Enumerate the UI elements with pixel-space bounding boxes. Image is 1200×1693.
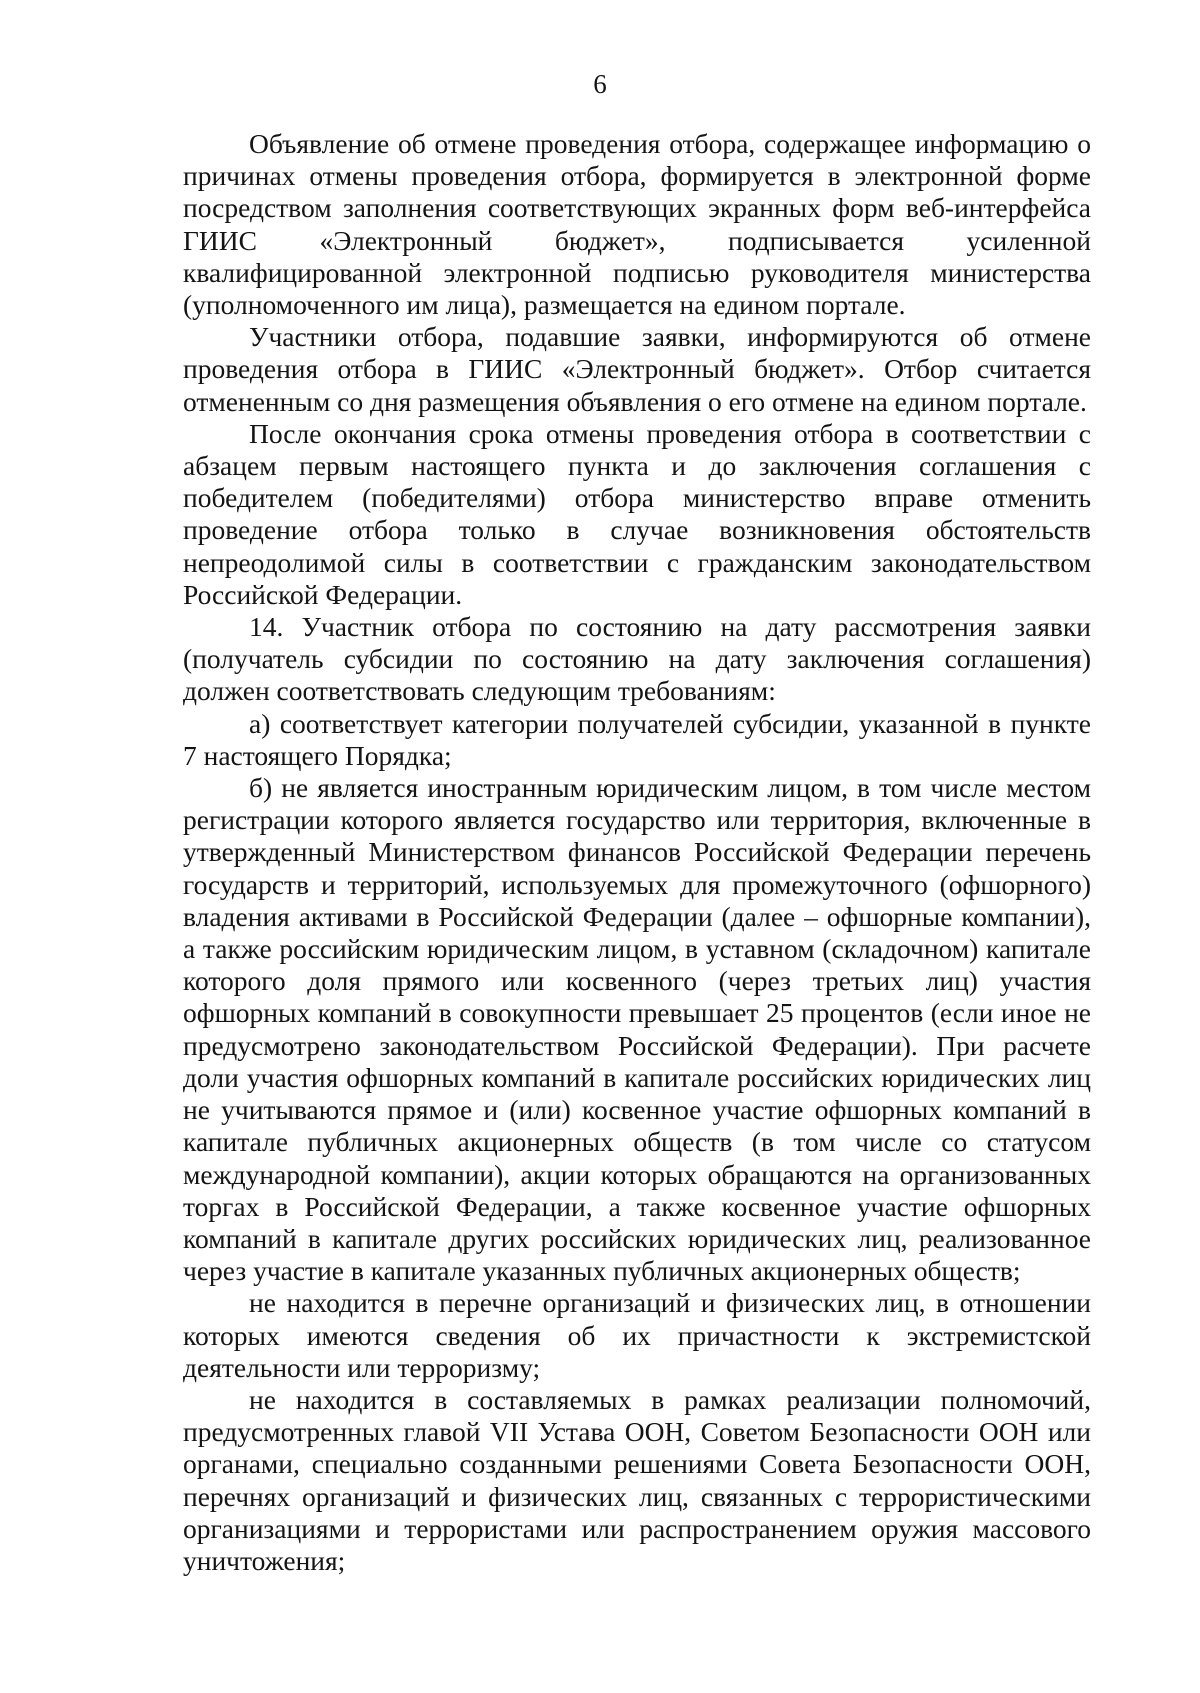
- page-number: 6: [593, 69, 607, 99]
- paragraph-item-b: б) не является иностранным юридическим лицом, в том числе местом регистрации которого является государство или территория, включенные в утвержденный Министерством финансов Российской Федерации перечень государств и территорий, используемых для промежуточного (офшорного) владения активами в Российской Федерации (далее – офшорные компании), а также российским юридическим лицом, в уставном (складочном) капитале которого доля прямого или косвенного (через третьих лиц) участия офшорных компаний в совокупности превышает 25 процентов (если иное не предусмотрено законодательством Российской Федерации). При расчете доли участия офшорных компаний в капитале российских юридических лиц не учитываются прямое и (или) косвенное участие офшорных компаний в капитале публичных акционерных обществ (в том числе со статусом международной компании), акции которых обращаются на организованных торгах в Российской Федерации, а также косвенное участие офшорных компаний в капитале других российских юридических лиц, реализованное через участие в капитале указанных публичных акционерных обществ;: [183, 772, 1091, 1287]
- paragraph-un-sanctions-list: не находится в составляемых в рамках реализации полномочий, предусмотренных главой VII Устава ООН, Советом Безопасности ООН или органами, специально созданными решениями Совета Безопасности ООН, перечнях организаций и физических лиц, связанных с террористическими организациями и террористами или распространением оружия массового уничтожения;: [183, 1383, 1091, 1576]
- paragraph-force-majeure: После окончания срока отмены проведения отбора в соответствии с абзацем первым настоящего пункта и до заключения соглашения с победителем (победителями) отбора министерство вправе отменить проведение отбора только в случае возникновения обстоятельств непреодолимой силы в соответствии с гражданским законодательством Российской Федерации.: [183, 417, 1091, 610]
- paragraph-extremism-list: не находится в перечне организаций и физических лиц, в отношении которых имеются сведения об их причастности к экстремистской деятельности или терроризму;: [183, 1287, 1091, 1383]
- paragraph-item-14: 14. Участник отбора по состоянию на дату рассмотрения заявки (получатель субсидии по состоянию на дату заключения соглашения) должен соответствовать следующим требованиям:: [183, 611, 1091, 707]
- paragraph-cancellation-notice: Объявление об отмене проведения отбора, содержащее информацию о причинах отмены проведения отбора, формируется в электронной форме посредством заполнения соответствующих экранных форм веб-интерфейса ГИИС «Электронный бюджет», подписывается усиленной квалифицированной электронной подписью руководителя министерства (уполномоченного им лица), размещается на едином портале.: [183, 128, 1091, 321]
- paragraph-participants-informed: Участники отбора, подавшие заявки, информируются об отмене проведения отбора в ГИИС «Электронный бюджет». Отбор считается отмененным со дня размещения объявления о его отмене на едином портале.: [183, 321, 1091, 417]
- document-body: [183, 128, 1091, 1577]
- paragraph-item-a: а) соответствует категории получателей субсидии, указанной в пункте 7 настоящего Порядка;: [183, 707, 1091, 771]
